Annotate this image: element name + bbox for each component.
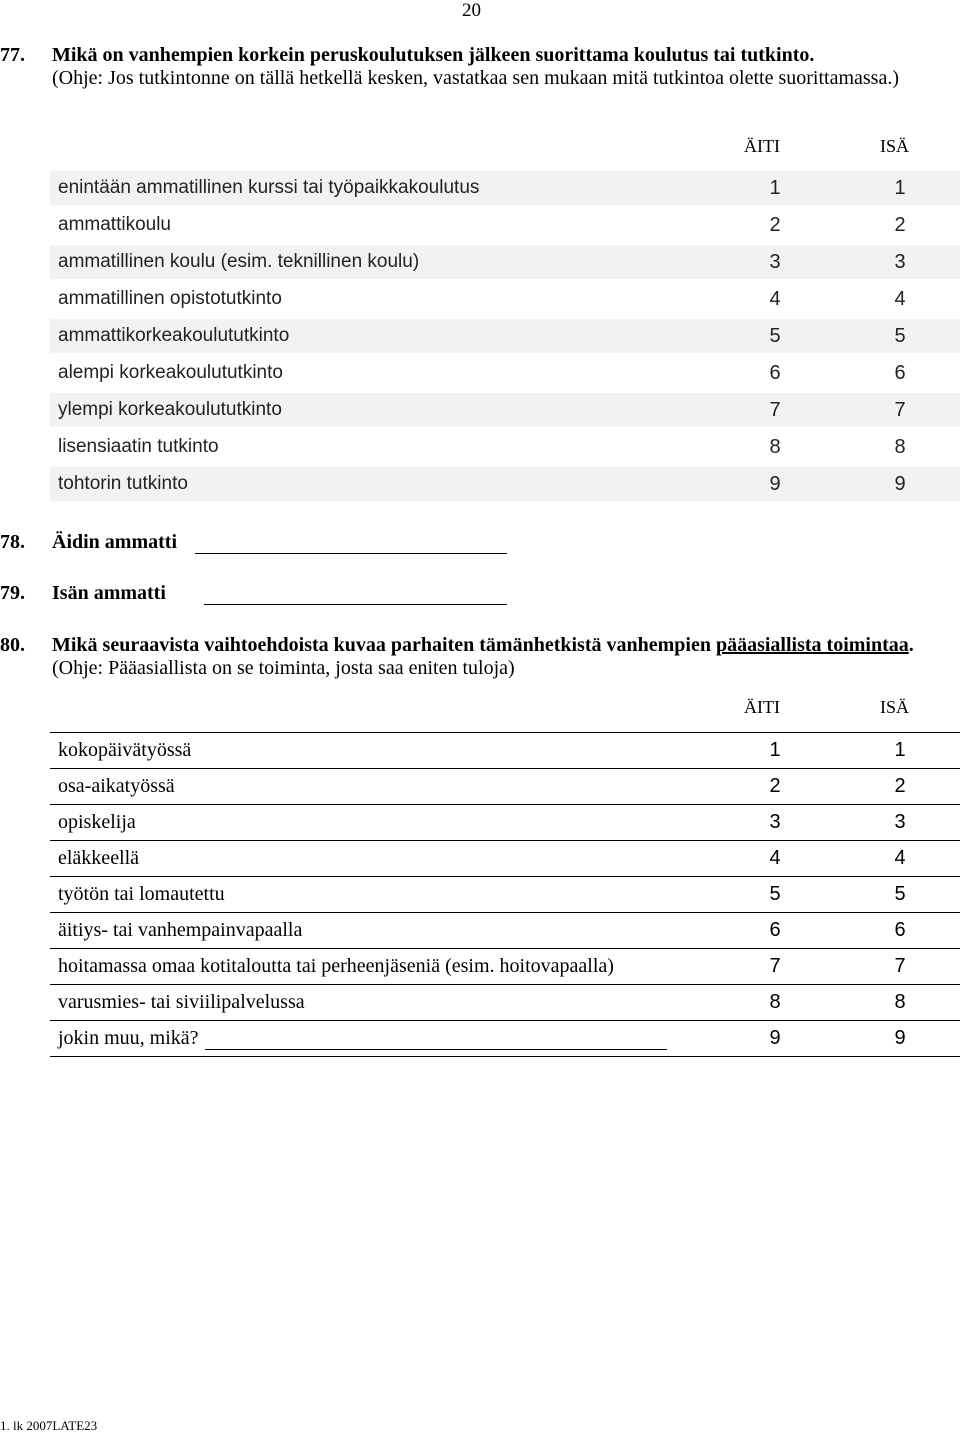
option-label xyxy=(50,913,710,949)
option-label xyxy=(50,805,710,841)
option-label-text: alempi korkeakoulututkinto xyxy=(58,362,283,383)
question-label: Äidin ammatti xyxy=(52,531,177,553)
option-code-mother[interactable]: 5 xyxy=(710,877,840,913)
answer-line-mother-occupation[interactable] xyxy=(195,553,507,554)
option-label-text: eläkkeellä xyxy=(58,847,140,869)
options-table-q80 xyxy=(50,732,960,1057)
option-label xyxy=(50,429,710,466)
option-row xyxy=(50,207,960,244)
option-code-mother[interactable]: 7 xyxy=(710,392,840,429)
option-code-mother[interactable]: 5 xyxy=(710,318,840,355)
page-number: 20 xyxy=(462,0,481,21)
option-label xyxy=(50,244,710,281)
question-instruction: (Ohje: Pääasiallista on se toiminta, josta saa eniten tuloja) xyxy=(52,657,515,679)
option-label-text: enintään ammatillinen kurssi tai työpaikkakoulutus xyxy=(58,177,480,198)
option-code-mother[interactable]: 4 xyxy=(710,281,840,318)
option-label xyxy=(50,207,710,244)
option-label-text: äitiys- tai vanhempainvapaalla xyxy=(58,919,303,941)
column-header-mother: ÄITI xyxy=(744,697,780,717)
option-code-father[interactable]: 8 xyxy=(840,429,960,466)
option-label-text: ammatillinen opistotutkinto xyxy=(58,288,282,309)
question-number: 77. xyxy=(0,44,25,66)
option-label xyxy=(50,171,710,207)
option-row xyxy=(50,841,960,877)
answer-line-father-occupation[interactable] xyxy=(204,604,507,605)
option-label xyxy=(50,1021,710,1057)
option-code-father[interactable]: 4 xyxy=(840,841,960,877)
option-code-father[interactable]: 1 xyxy=(840,171,960,207)
option-label-text: ylempi korkeakoulututkinto xyxy=(58,399,282,420)
option-code-father[interactable]: 3 xyxy=(840,244,960,281)
option-label xyxy=(50,769,710,805)
option-label xyxy=(50,466,710,503)
option-code-father[interactable]: 9 xyxy=(840,466,960,503)
option-code-father[interactable]: 6 xyxy=(840,913,960,949)
question-text xyxy=(52,44,932,90)
option-label-text: työtön tai lomautettu xyxy=(58,883,225,905)
other-specify-line[interactable] xyxy=(205,1031,667,1050)
option-label-text: kokopäivätyössä xyxy=(58,739,192,761)
option-row xyxy=(50,1021,960,1057)
option-row xyxy=(50,466,960,503)
question-number: 79. xyxy=(0,582,25,604)
option-label xyxy=(50,949,710,985)
option-code-father[interactable]: 7 xyxy=(840,949,960,985)
option-label-text: tohtorin tutkinto xyxy=(58,473,188,494)
option-code-mother[interactable]: 6 xyxy=(710,913,840,949)
option-row xyxy=(50,171,960,207)
option-code-mother[interactable]: 2 xyxy=(710,769,840,805)
option-code-mother[interactable]: 2 xyxy=(710,207,840,244)
option-code-father[interactable]: 3 xyxy=(840,805,960,841)
option-label-text: osa-aikatyössä xyxy=(58,775,175,797)
option-row xyxy=(50,805,960,841)
option-code-father[interactable]: 9 xyxy=(840,1021,960,1057)
option-row xyxy=(50,244,960,281)
option-code-father[interactable]: 1 xyxy=(840,733,960,769)
question-number: 78. xyxy=(0,531,25,553)
option-row xyxy=(50,281,960,318)
option-code-mother[interactable]: 7 xyxy=(710,949,840,985)
option-label-text: lisensiaatin tutkinto xyxy=(58,436,219,457)
option-code-mother[interactable]: 9 xyxy=(710,466,840,503)
option-label xyxy=(50,733,710,769)
question-text xyxy=(52,634,932,680)
option-code-father[interactable]: 2 xyxy=(840,207,960,244)
option-code-father[interactable]: 7 xyxy=(840,392,960,429)
option-code-mother[interactable]: 8 xyxy=(710,985,840,1021)
option-label xyxy=(50,355,710,392)
option-row xyxy=(50,318,960,355)
question-instruction: (Ohje: Jos tutkintonne on tällä hetkellä kesken, vastatkaa sen mukaan mitä tutkintoa olette suorittamassa.) xyxy=(52,67,900,89)
option-code-mother[interactable]: 1 xyxy=(710,733,840,769)
options-table-q77 xyxy=(50,171,960,504)
question-title-part1: Mikä seuraavista vaihtoehdoista kuvaa parhaiten tämänhetkistä vanhempien xyxy=(52,634,716,656)
column-header-mother: ÄITI xyxy=(744,136,780,156)
question-number: 80. xyxy=(0,634,25,656)
option-label-text: jokin muu, mikä? xyxy=(58,1027,199,1049)
option-label xyxy=(50,392,710,429)
option-code-mother[interactable]: 9 xyxy=(710,1021,840,1057)
question-title-underlined: pääasiallista toimintaa xyxy=(715,634,909,656)
option-label-text: ammatillinen koulu (esim. teknillinen koulu) xyxy=(58,251,420,272)
option-code-father[interactable]: 5 xyxy=(840,318,960,355)
option-row xyxy=(50,733,960,769)
option-code-mother[interactable]: 3 xyxy=(710,805,840,841)
option-row xyxy=(50,985,960,1021)
column-header-father: ISÄ xyxy=(880,697,910,717)
question-title: Mikä on vanhempien korkein peruskoulutuksen jälkeen suorittama koulutus tai tutkinto. xyxy=(52,44,815,66)
option-code-father[interactable]: 4 xyxy=(840,281,960,318)
footer-code: 1. lk 2007LATE23 xyxy=(0,1418,98,1433)
option-row xyxy=(50,769,960,805)
option-row xyxy=(50,913,960,949)
option-label xyxy=(50,318,710,355)
option-code-father[interactable]: 2 xyxy=(840,769,960,805)
option-label xyxy=(50,985,710,1021)
column-header-father: ISÄ xyxy=(880,136,910,156)
option-code-mother[interactable]: 8 xyxy=(710,429,840,466)
option-label xyxy=(50,877,710,913)
option-code-mother[interactable]: 1 xyxy=(710,171,840,207)
option-label xyxy=(50,841,710,877)
option-label-text: ammattikorkeakoulututkinto xyxy=(58,325,290,346)
option-row xyxy=(50,949,960,985)
question-title-part2: . xyxy=(908,634,914,656)
option-label-text: ammattikoulu xyxy=(58,214,171,235)
option-row xyxy=(50,877,960,913)
option-code-mother[interactable]: 4 xyxy=(710,841,840,877)
option-label xyxy=(50,281,710,318)
question-label: Isän ammatti xyxy=(52,582,166,604)
option-code-father[interactable]: 5 xyxy=(840,877,960,913)
option-row xyxy=(50,429,960,466)
option-code-mother[interactable]: 6 xyxy=(710,355,840,392)
option-row xyxy=(50,355,960,392)
option-label-text: hoitamassa omaa kotitaloutta tai perheenjäseniä (esim. hoitovapaalla) xyxy=(58,955,614,977)
option-code-mother[interactable]: 3 xyxy=(710,244,840,281)
option-row xyxy=(50,392,960,429)
option-label-text: opiskelija xyxy=(58,811,136,833)
option-code-father[interactable]: 6 xyxy=(840,355,960,392)
option-code-father[interactable]: 8 xyxy=(840,985,960,1021)
option-label-text: varusmies- tai siviilipalvelussa xyxy=(58,991,305,1013)
